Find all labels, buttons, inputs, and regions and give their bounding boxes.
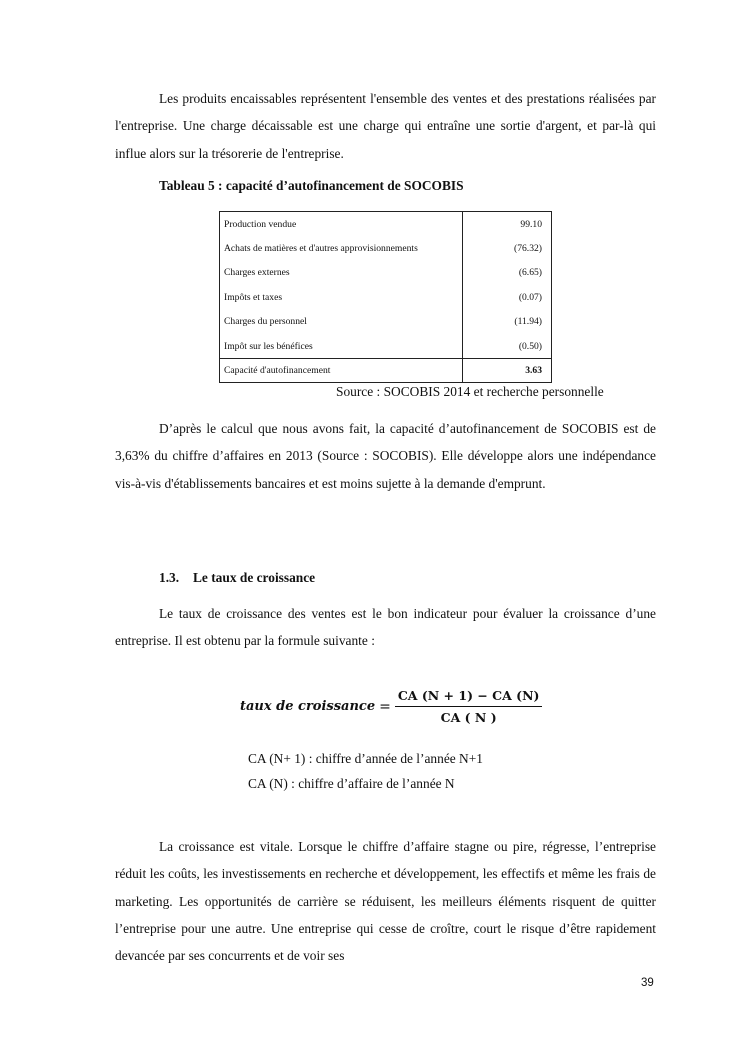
row-value: 99.10 xyxy=(463,212,552,237)
row-label: Charges du personnel xyxy=(220,310,463,334)
paragraph-caf-analysis: D’après le calcul que nous avons fait, la capacité d’autofinancement de SOCOBIS est de 3,63% du chiffre d’affaires en 2013 (Source : SOCOBIS). Elle développe alors une indépendance vis-à-vis d'établissements bancaires et est moins sujette à la demande d'emprunt. xyxy=(115,421,656,491)
caf-table xyxy=(219,211,552,383)
formula-equals: = xyxy=(379,698,391,715)
page-number: 39 xyxy=(641,977,654,989)
formula-legend-line-1: CA (N+ 1) : chiffre d’année de l’année N+1 xyxy=(248,751,483,766)
row-value: (0.07) xyxy=(463,285,552,309)
growth-formula xyxy=(240,688,542,725)
row-value: (76.32) xyxy=(463,236,552,260)
formula-denominator: CA ( N ) xyxy=(440,710,497,725)
table-row xyxy=(220,212,552,237)
section-title: Le taux de croissance xyxy=(193,570,316,585)
paragraph-encaissables: Les produits encaissables représentent l'ensemble des ventes et des prestations réalisées par l'entreprise. Une charge décaissable est une charge qui entraîne une sortie d'argent, et par-là qui influe alors sur la trésorerie de l'entreprise. xyxy=(115,91,656,161)
formula-legend-line-2: CA (N) : chiffre d’affaire de l’année N xyxy=(248,776,455,791)
total-label: Capacité d'autofinancement xyxy=(220,359,463,383)
row-value: (0.50) xyxy=(463,334,552,359)
table-caption: Tableau 5 : capacité d’autofinancement de SOCOBIS xyxy=(159,178,464,193)
table-row xyxy=(220,310,552,334)
section-heading xyxy=(159,568,315,588)
row-label: Achats de matières et d'autres approvisionnements xyxy=(220,236,463,260)
formula-fraction xyxy=(395,688,543,725)
row-value: (6.65) xyxy=(463,261,552,285)
formula-numerator: CA (N + 1) − CA (N) xyxy=(395,688,543,707)
table-row xyxy=(220,334,552,359)
table-row xyxy=(220,285,552,309)
table-row xyxy=(220,236,552,260)
formula-lhs: taux de croissance xyxy=(240,699,376,714)
table-total-row xyxy=(220,359,552,383)
section-number: 1.3. xyxy=(159,570,180,585)
paragraph-growth-intro: Le taux de croissance des ventes est le bon indicateur pour évaluer la croissance d’une entreprise. Il est obtenu par la formule suivante : xyxy=(115,606,656,649)
row-label: Impôt sur les bénéfices xyxy=(220,334,463,359)
table-source: Source : SOCOBIS 2014 et recherche personnelle xyxy=(336,384,604,399)
paragraph-croissance-vitale: La croissance est vitale. Lorsque le chiffre d’affaire stagne ou pire, régresse, l’entreprise réduit les coûts, les investissements en recherche et développement, les effectifs et même les frais de marketing. Les opportunités de carrière se réduisent, les meilleurs éléments risquent de quitter l’entreprise pour une autre. Une entreprise qui cesse de croître, court le risque d’être rapidement devancée par ses concurrents et de voir ses xyxy=(115,839,656,964)
row-label: Charges externes xyxy=(220,261,463,285)
table-row xyxy=(220,261,552,285)
row-label: Production vendue xyxy=(220,212,463,237)
row-value: (11.94) xyxy=(463,310,552,334)
total-value: 3.63 xyxy=(463,359,552,383)
row-label: Impôts et taxes xyxy=(220,285,463,309)
